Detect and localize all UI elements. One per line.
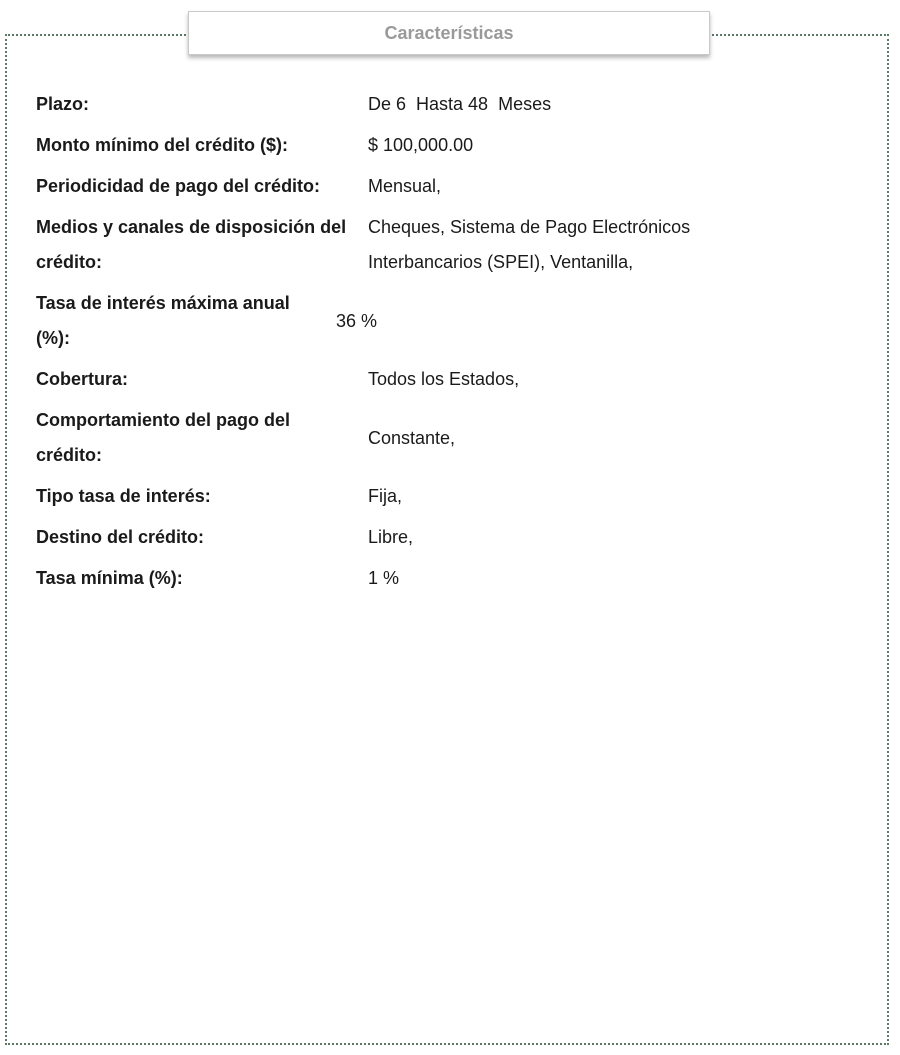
row-label: Comportamiento del pago del crédito: xyxy=(36,410,291,465)
row-value: 1 % xyxy=(368,568,400,588)
row-value: 36 % xyxy=(336,310,378,331)
row-tipo-tasa xyxy=(36,476,856,517)
row-label: Cobertura: xyxy=(36,369,129,389)
row-value: Mensual, xyxy=(368,176,442,196)
row-medios-canales xyxy=(36,207,856,283)
row-monto-minimo xyxy=(36,125,856,166)
row-cobertura xyxy=(36,359,856,400)
row-plazo xyxy=(36,84,856,125)
row-tasa-minima xyxy=(36,558,856,599)
row-destino xyxy=(36,517,856,558)
row-label: Destino del crédito: xyxy=(36,527,205,547)
row-value: Fija, xyxy=(368,486,403,506)
row-value: $ 100,000.00 xyxy=(368,135,474,155)
row-value: Libre, xyxy=(368,527,414,547)
row-label: Periodicidad de pago del crédito: xyxy=(36,176,321,196)
row-periodicidad xyxy=(36,166,856,207)
row-comportamiento xyxy=(36,400,856,476)
row-label: Monto mínimo del crédito ($): xyxy=(36,135,288,155)
characteristics-title: Características xyxy=(384,22,514,43)
row-label: Plazo: xyxy=(36,94,90,114)
row-label: Tipo tasa de interés: xyxy=(36,486,211,506)
row-value: De 6 Hasta 48 Meses xyxy=(368,94,552,114)
row-label: Tasa mínima (%): xyxy=(36,568,183,588)
row-label: Tasa de interés máxima anual (%): xyxy=(36,293,290,348)
characteristics-header-tab xyxy=(188,11,710,55)
row-value: Constante, xyxy=(368,427,456,448)
characteristics-list xyxy=(36,84,856,599)
row-label: Medios y canales de disposición del crédito: xyxy=(36,217,347,272)
row-tasa-maxima xyxy=(36,283,856,359)
row-value: Todos los Estados, xyxy=(368,369,520,389)
row-value: Cheques, Sistema de Pago Electrónicos Interbancarios (SPEI), Ventanilla, xyxy=(368,217,691,272)
